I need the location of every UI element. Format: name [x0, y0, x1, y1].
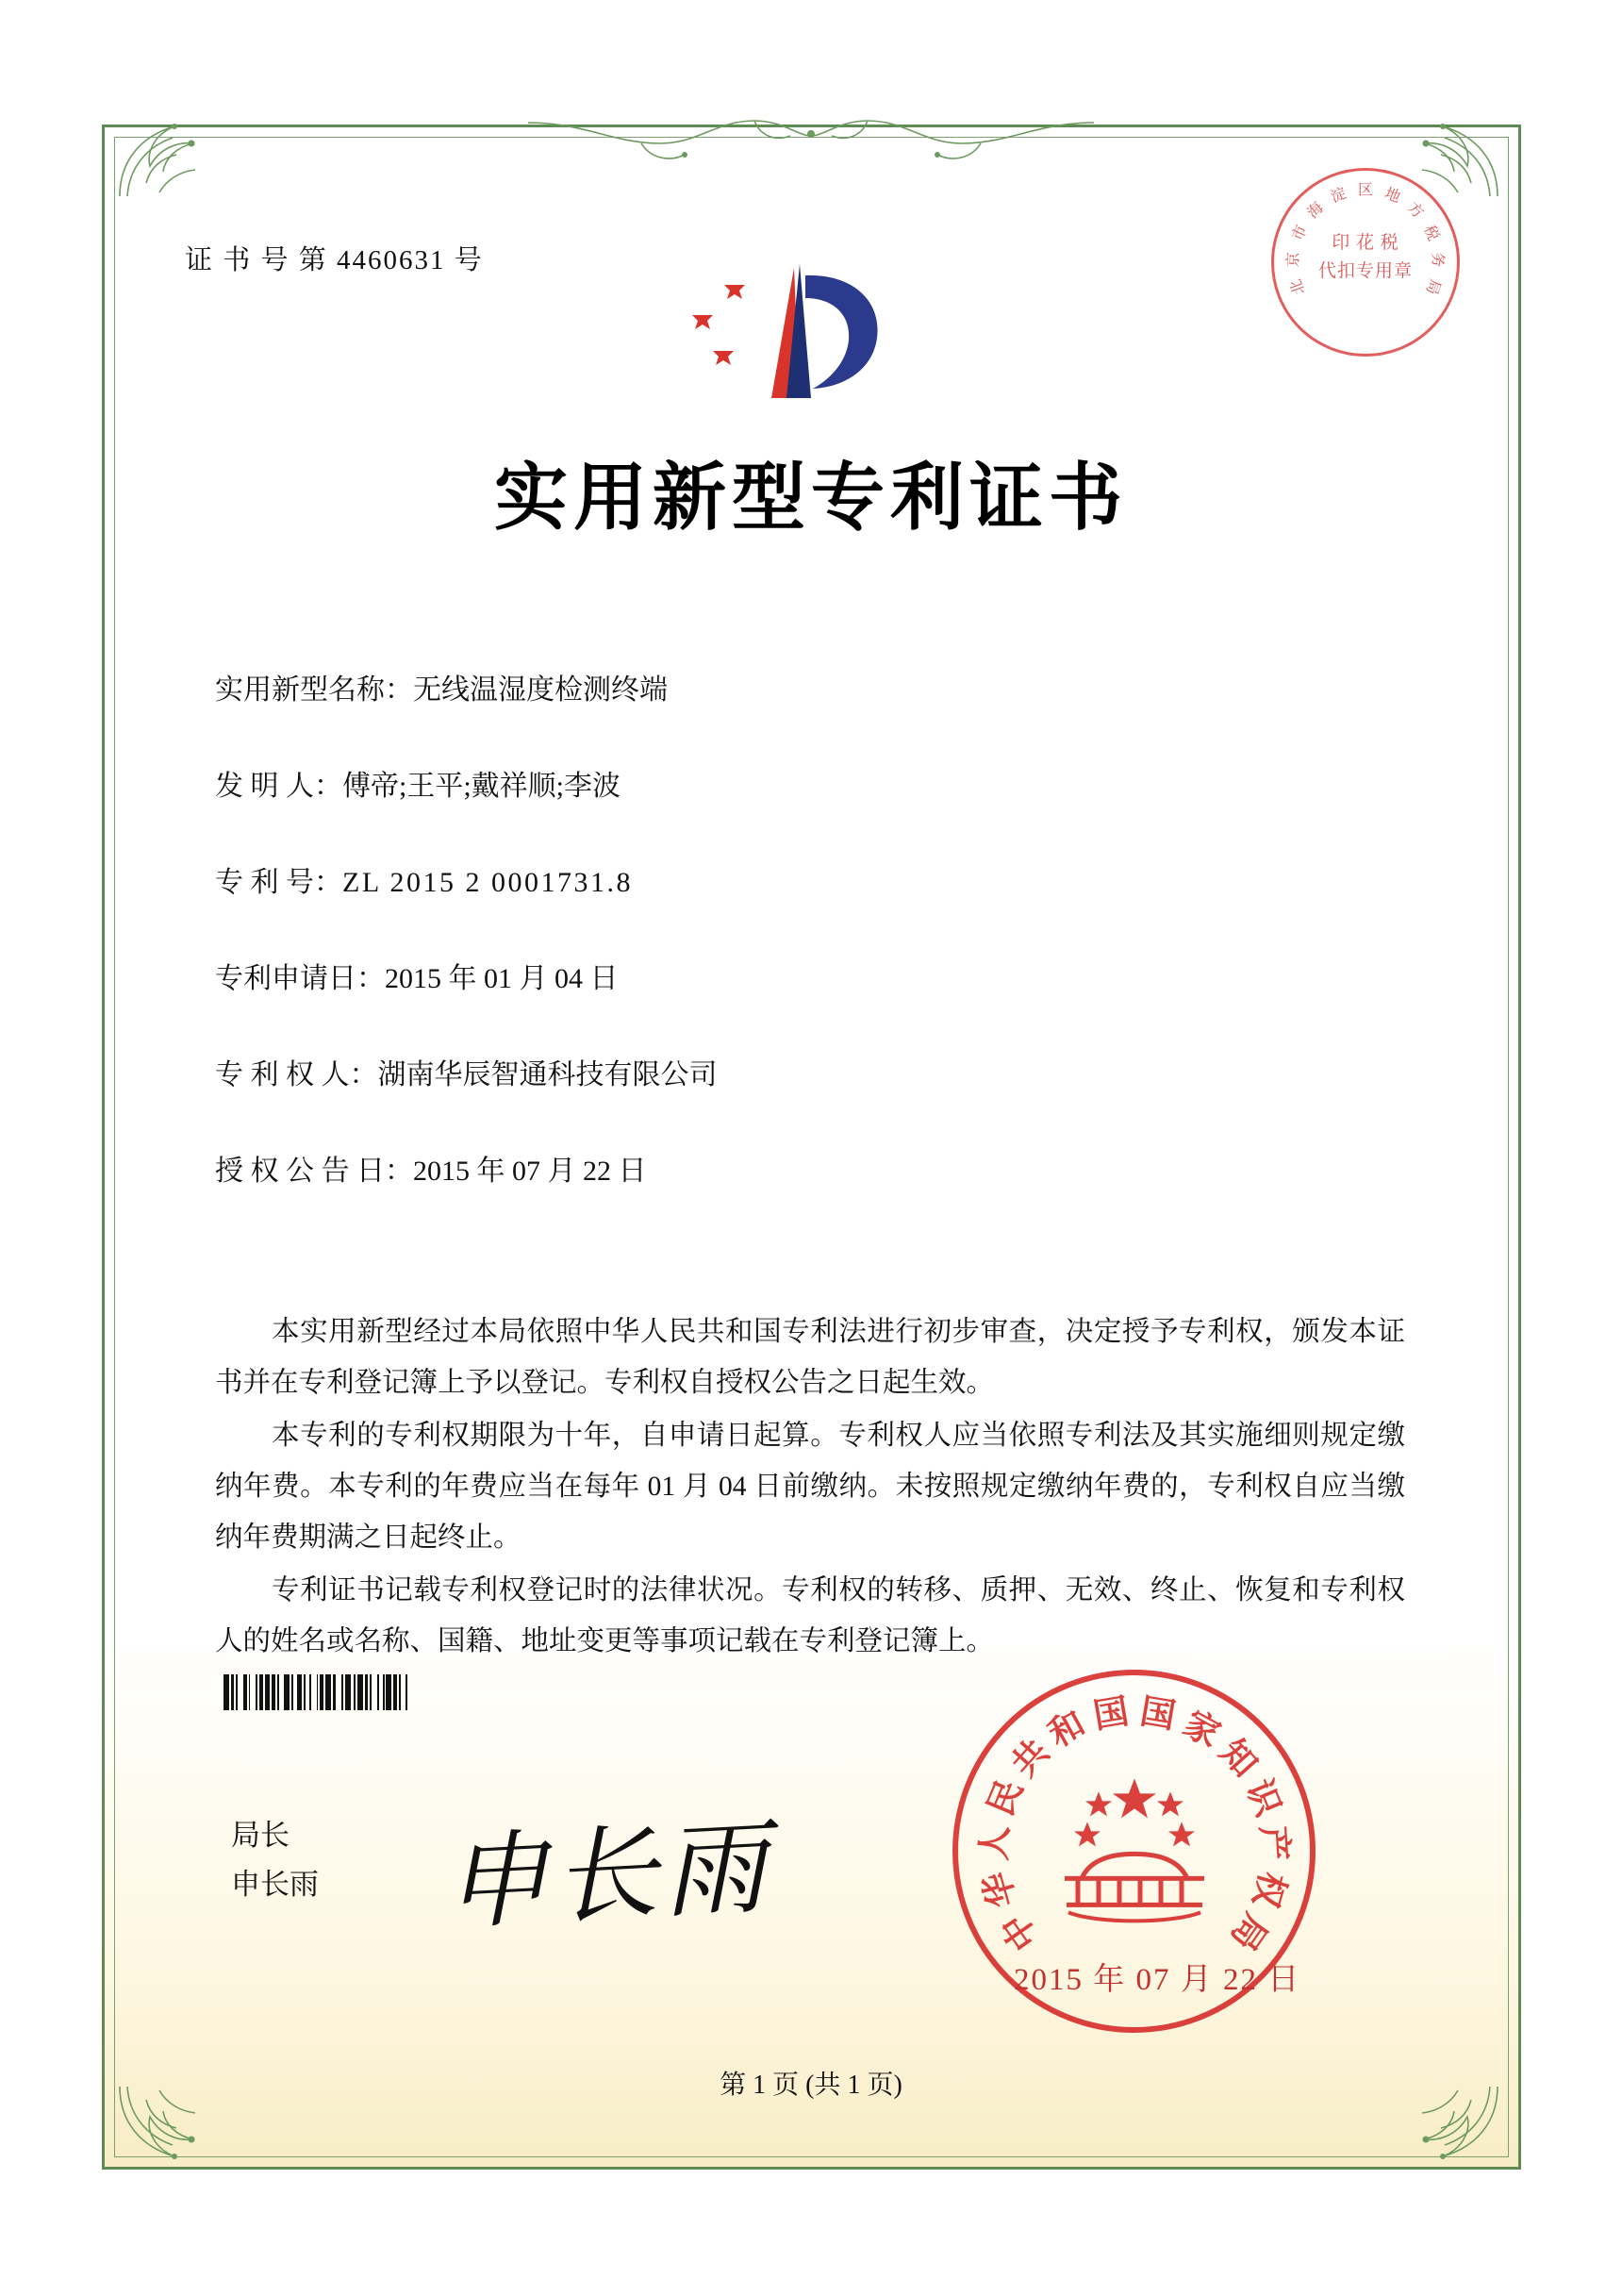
tax-stamp-center-text	[1274, 229, 1457, 286]
seal-ring-char: 海	[1304, 199, 1327, 223]
seal-ring-char: 知	[1211, 1732, 1264, 1785]
seal-ring-char: 京	[1285, 252, 1302, 268]
field-value: 2015 年 07 月 22 日	[413, 1156, 647, 1187]
seal-ring-char: 产	[1252, 1823, 1294, 1862]
field-label: 专 利 号：	[215, 867, 342, 898]
seal-ring-char: 华	[976, 1867, 1024, 1911]
seal-ring-char: 务	[1429, 252, 1446, 268]
seal-ring-char: 中	[994, 1905, 1047, 1957]
seal-ring-char: 北	[1287, 276, 1309, 297]
cnipa-logo-icon	[688, 257, 924, 422]
seal-ring-char: 地	[1382, 185, 1403, 207]
seal-ring-char: 权	[1244, 1867, 1292, 1911]
field-grant-announcement-date	[215, 1147, 1347, 1189]
field-label: 专 利 权 人：	[215, 1059, 378, 1090]
field-label: 实用新型名称：	[215, 674, 413, 706]
field-inventors	[215, 762, 1347, 804]
seal-ring-char: 市	[1289, 223, 1311, 243]
field-list	[215, 666, 1347, 1243]
seal-ring-char: 国	[1090, 1691, 1132, 1737]
field-value: 湖南华辰智通科技有限公司	[377, 1059, 718, 1090]
signature-title: 局长	[231, 1819, 290, 1852]
seal-ring-char: 税	[1420, 223, 1442, 243]
seal-ring-char: 局	[1221, 1905, 1274, 1957]
handwritten-signature: 申长雨	[440, 1805, 775, 1945]
signature-name: 申长雨	[231, 1868, 319, 1901]
seal-ring-char: 人	[974, 1823, 1016, 1862]
field-patentee	[215, 1051, 1347, 1092]
field-label: 授 权 公 告 日：	[215, 1156, 413, 1187]
national-emblem-icon	[1040, 1763, 1229, 1933]
seal-ring-char: 国	[1136, 1691, 1178, 1737]
seal-ring-char: 局	[1422, 276, 1444, 297]
paragraph-1: 本实用新型经过本局依照中华人民共和国专利法进行初步审查，决定授予专利权，颁发本证书并在专利登记簿上予以登记。专利权自授权公告之日起生效。	[215, 1317, 1405, 1398]
page-title: 实用新型专利证书	[493, 457, 1128, 539]
seal-ring-char: 区	[1357, 182, 1374, 199]
seal-ring-char: 方	[1404, 199, 1427, 223]
seal-date: 2015 年 07 月 22 日	[1014, 1963, 1301, 1997]
field-application-date	[215, 955, 1347, 996]
seal-ring-char: 和	[1042, 1704, 1092, 1755]
tax-stamp	[1271, 168, 1460, 357]
field-label: 专利申请日：	[215, 963, 385, 994]
seal-ring-char: 识	[1237, 1773, 1287, 1822]
field-label: 发 明 人：	[215, 771, 342, 802]
tax-stamp-line2: 代扣专用章	[1317, 261, 1413, 281]
barcode	[223, 1674, 638, 1710]
page-footer: 第 1 页 (共 1 页)	[720, 2071, 902, 2100]
field-utility-model-name	[215, 666, 1347, 707]
seal-ring-char: 淀	[1328, 185, 1349, 207]
signature-block	[231, 1811, 319, 1909]
barcode-bar	[406, 1674, 407, 1710]
paragraph-2: 本专利的专利权期限为十年，自申请日起算。专利权人应当依照专利法及其实施细则规定缴纳年费。本专利的年费应当在每年 01 月 04 日前缴纳。未按照规定缴纳年费的，专利权自应当缴纳年费期满之日起终止。	[215, 1421, 1405, 1553]
paragraph-3: 专利证书记载专利权登记时的法律状况。专利权的转移、质押、无效、终止、恢复和专利权人的姓名或名称、国籍、地址变更等事项记载在专利登记簿上。	[215, 1575, 1405, 1656]
certificate-number: 证 书 号 第 4460631 号	[185, 245, 484, 275]
field-value: ZL 2015 2 0001731.8	[342, 867, 634, 898]
field-value: 无线温湿度检测终端	[413, 674, 668, 706]
body-text	[215, 1306, 1405, 1669]
field-value: 傅帝;王平;戴祥顺;李波	[342, 771, 621, 802]
field-patent-number	[215, 858, 1347, 900]
seal-ring-char: 家	[1176, 1704, 1226, 1755]
seal-ring-char: 民	[981, 1773, 1031, 1822]
seal-ring-char: 共	[1004, 1732, 1057, 1785]
field-value: 2015 年 01 月 04 日	[385, 963, 619, 994]
tax-stamp-line1: 印 花 税	[1332, 233, 1399, 253]
